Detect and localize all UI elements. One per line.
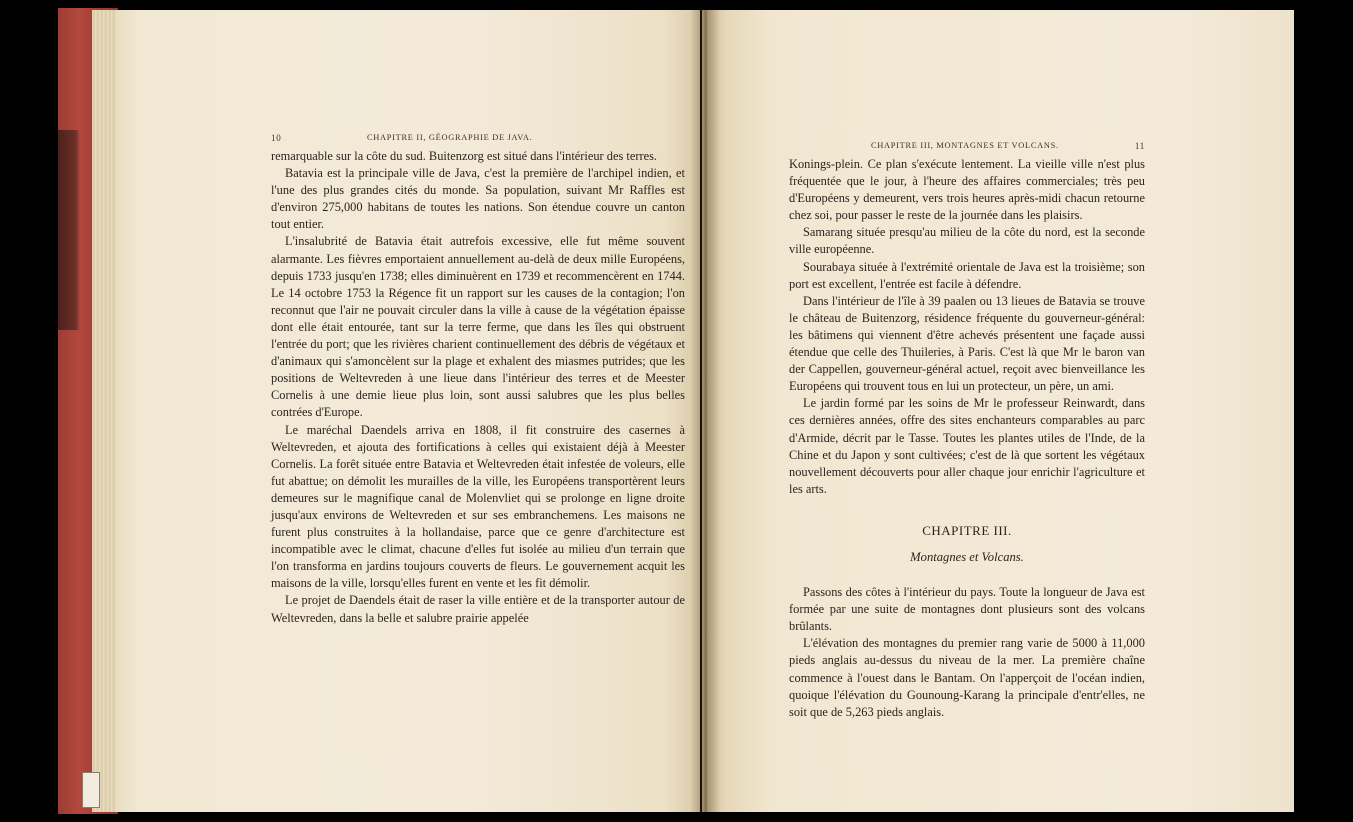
paragraph: Sourabaya située à l'extrémité orientale de Java est la troisième; son port est excellent, l'entrée est facile à défendre.: [789, 259, 1145, 291]
paragraph: L'insalubrité de Batavia était autrefois excessive, elle fut même souvent alarmante. Les fièvres emportaient annuellement au-delà de deux mille Européens, depuis 1733 jusqu'en 1738; elles diminuèrent en 1739 et recommencèrent en 1744. Le 14 octobre 1753 la Régence fit un rapport sur les causes de la contagion; l'on reconnut que l'air ne pouvait circuler dans la ville à cause de la végétation épaisse dont elle était entourée, tant sur la terre ferme, que dans les îles qui obstruent l'entrée du port; que les rivières charient continuellement des débris de végétaux et d'animaux qui s'amoncèlent sur la plage et exhalent des miasmes putrides; que les positions de Weltevreden à une lieue dans l'intérieur des terres et de Meester Cornelis à une demie lieue plus loin, sont aussi salubres que les plus belles contrées d'Europe.: [271, 234, 685, 420]
paragraph: Dans l'intérieur de l'île à 39 paalen ou 13 lieues de Batavia se trouve le château de Buitenzorg, résidence fréquente du gouverneur-général: les bâtimens qui viennent d'être achevés présentent une façade aussi étendue que celle des Thuileries, à Paris. C'est là que Mr le baron van der Cappellen, gouverneur-général actuel, reçoit avec bienveillance les Européens qui trouvent tous en lui un protecteur, un père, un ami.: [789, 293, 1145, 394]
left-page-number: 10: [271, 133, 282, 143]
paragraph: Le jardin formé par les soins de Mr le professeur Reinwardt, dans ces dernières années, offre des sites enchanteurs comparables au parc d'Armide, décrit par le Tasse. Toutes les plantes utiles de l'Inde, de la Chine et du Japon y sont cultivées; c'est de là que sortent les végétaux nouvellement découverts pour aller chaque jour enrichir l'agriculture et les arts.: [789, 396, 1145, 496]
shelf-label: [82, 772, 100, 808]
paragraph: Konings-plein. Ce plan s'exécute lentement. La vieille ville n'est plus fréquentée que le jour, à l'heure des affaires commerciales; très peu d'Européens y demeurent, vers trois heures après-midi chacun retourne chez soi, pour passer le reste de la journée dans les plaisirs.: [789, 157, 1145, 223]
left-page-text: [271, 148, 685, 627]
cover-shadow: [58, 130, 80, 330]
left-running-title: CHAPITRE II, GÉOGRAPHIE DE JAVA.: [367, 133, 533, 142]
paragraph: Le projet de Daendels était de raser la ville entière et de la transporter autour de Weltevreden, dans la belle et salubre prairie appelée: [271, 593, 685, 625]
paragraph: Batavia est la principale ville de Java, c'est la première de l'archipel indien, et l'une des plus grandes cités du monde. Sa population, suivant Mr Raffles est d'environ 275,000 habitans de toutes les nations. Son étendue couvre un canton tout entier.: [271, 166, 685, 232]
paragraph: L'élévation des montagnes du premier rang varie de 5000 à 11,000 pieds anglais au-dessus du niveau de la mer. La première chaîne commence à l'ouest dans le Bantam. On l'apperçoit de l'océan indien, quoique l'élévation du Gounoung-Karang la principale d'entr'elles, ne soit que de 5,263 pieds anglais.: [789, 636, 1145, 719]
paragraph: remarquable sur la côte du sud. Buitenzorg est situé dans l'intérieur des terres.: [271, 149, 657, 163]
book-gutter: [690, 10, 720, 812]
paragraph: Samarang située presqu'au milieu de la côte du nord, est la seconde ville européenne.: [789, 225, 1145, 257]
right-page-text: [789, 156, 1145, 721]
paragraph: Passons des côtes à l'intérieur du pays. Toute la longueur de Java est formée par une suite de montagnes dont plusieurs sont des volcans brûlants.: [789, 585, 1145, 634]
paragraph: Le maréchal Daendels arriva en 1808, il fit construire des casernes à Weltevreden, et ajouta des fortifications à celles qui existaient déjà à Meester Cornelis. La forêt située entre Batavia et Weltevreden était infestée de voleurs, elle fut abattue; on démolit les murailles de la ville, les Européens transportèrent leurs demeures sur le magnifique canal de Molenvliet qui se prolonge en ligne droite jusqu'aux environs de Weltevreden et sur ses embranchemens. Les maisons ne furent plus construites à la hollandaise, parce que ce genre d'architecture est incompatible avec le climat, chacune d'elles fut isolée au milieu d'un terrain que l'on transforma en jardins toujours couverts de fleurs. Le gouvernement acquit les maisons de la ville, lorsqu'elles furent en vente et les fit démolir.: [271, 422, 685, 591]
right-page-number: 11: [1134, 141, 1145, 151]
chapter-subtitle: Montagnes et Volcans.: [910, 549, 1024, 564]
chapter-title: CHAPITRE III.: [922, 522, 1012, 538]
right-running-title: CHAPITRE III, MONTAGNES ET VOLCANS.: [871, 141, 1059, 150]
